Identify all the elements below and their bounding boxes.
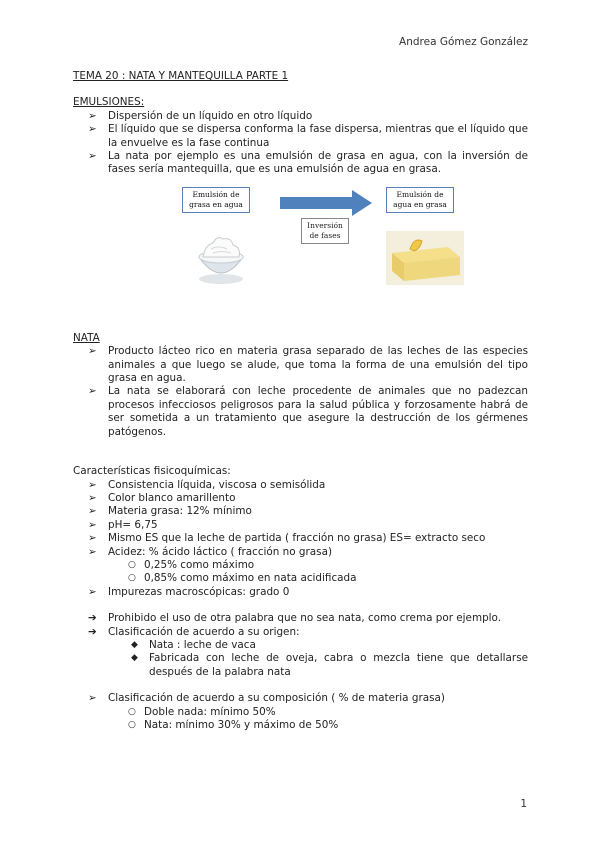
circle-bullet-icon: ○	[128, 720, 136, 730]
emulsion-inversion-figure	[73, 187, 528, 327]
author-name: Andrea Gómez González	[399, 36, 528, 48]
list-item: ➢ Producto lácteo rico en materia grasa separado de las leches de las especies animales a que luego se alude, que toma la forma de una emulsión del tipo grasa en agua.	[88, 345, 528, 385]
list-subitem: ○ 0,25% como máximo	[128, 558, 255, 571]
diamond-bullet-icon: ◆	[131, 653, 138, 664]
list-subitem: ○ 0,85% como máximo en nata acidificada	[128, 572, 357, 585]
list-item: ➢ El líquido que se dispersa conforma la fase dispersa, mientras que el líquido que la envuelve es la fase continua	[88, 123, 528, 149]
circle-bullet-icon: ○	[128, 559, 136, 570]
inversion-label: Inversión de fases	[301, 218, 349, 244]
right-arrow-bullet-icon: ➔	[88, 625, 97, 638]
butter-block-image	[386, 231, 464, 285]
arrowhead-bullet-icon: ➢	[88, 585, 97, 598]
list-item: ➢ Materia grasa: 12% mínimo	[88, 505, 252, 518]
right-arrow-bullet-icon: ➔	[88, 612, 97, 625]
arrowhead-bullet-icon: ➢	[88, 385, 97, 398]
list-item: ➔ Clasificación de acuerdo a su origen:	[88, 625, 300, 638]
list-item: ➢ pH= 6,75	[88, 518, 158, 531]
list-subitem: ◆ Nata : leche de vaca	[131, 638, 256, 651]
emulsiones-heading: EMULSIONES:	[73, 96, 145, 109]
caracteristicas-heading: Características fisicoquímicas:	[73, 465, 231, 478]
list-item: ➢ Mismo ES que la leche de partida ( fracción no grasa) ES= extracto seco	[88, 532, 486, 545]
arrowhead-bullet-icon: ➢	[88, 150, 97, 163]
circle-bullet-icon: ○	[128, 573, 136, 584]
circle-bullet-icon: ○	[128, 706, 136, 717]
list-subitem: ○ Nata: mínimo 30% y máximo de 50%	[128, 719, 339, 731]
arrowhead-bullet-icon: ➢	[88, 505, 97, 518]
fig-box-agua-en-grasa: Emulsión de agua en grasa	[386, 187, 454, 213]
list-subitem: ○ Doble nada: mínimo 50%	[128, 705, 276, 718]
list-item: ➔ Prohibido el uso de otra palabra que no sea nata, como crema por ejemplo.	[88, 612, 502, 625]
arrowhead-bullet-icon: ➢	[88, 518, 97, 531]
arrowhead-bullet-icon: ➢	[88, 491, 97, 504]
list-item: ➢ La nata se elaborará con leche procedente de animales que no padezcan procesos infecciosos peligrosos para la salud pública y forzosamente habrá de ser sometida a un tratamiento que asegure la destrucción de los gérmenes patógenos.	[88, 385, 528, 438]
list-item: ➢ Clasificación de acuerdo a su composición ( % de materia grasa)	[88, 692, 445, 705]
nata-heading: NATA	[73, 331, 100, 344]
right-arrow-icon	[280, 190, 372, 216]
arrowhead-bullet-icon: ➢	[88, 109, 97, 122]
list-item: ➢ Acidez: % ácido láctico ( fracción no grasa)	[88, 545, 332, 558]
diamond-bullet-icon: ◆	[131, 639, 138, 650]
list-subitem: ◆ Fabricada con leche de oveja, cabra o mezcla tiene que detallarse después de la palabra nata	[131, 652, 528, 678]
arrowhead-bullet-icon: ➢	[88, 478, 97, 491]
arrowhead-bullet-icon: ➢	[88, 545, 97, 558]
page-number: 1	[520, 798, 527, 810]
arrowhead-bullet-icon: ➢	[88, 123, 97, 136]
arrowhead-bullet-icon: ➢	[88, 532, 97, 545]
arrowhead-bullet-icon: ➢	[88, 345, 97, 358]
list-item: ➢ Color blanco amarillento	[88, 491, 236, 504]
list-item: ➢ Impurezas macroscópicas: grado 0	[88, 585, 290, 598]
document-body	[73, 70, 528, 732]
arrowhead-bullet-icon: ➢	[88, 692, 97, 705]
fig-box-grasa-en-agua: Emulsión de grasa en agua	[182, 187, 250, 213]
list-item: ➢ La nata por ejemplo es una emulsión de grasa en agua, con la inversión de fases sería mantequilla, que es una emulsión de agua en grasa.	[88, 150, 528, 176]
list-item: ➢ Consistencia líquida, viscosa o semisólida	[88, 478, 326, 491]
cream-bowl-image	[191, 231, 251, 287]
list-item: ➢ Dispersión de un líquido en otro líquido	[88, 109, 313, 122]
page-title: TEMA 20 : NATA Y MANTEQUILLA PARTE 1	[73, 70, 289, 82]
